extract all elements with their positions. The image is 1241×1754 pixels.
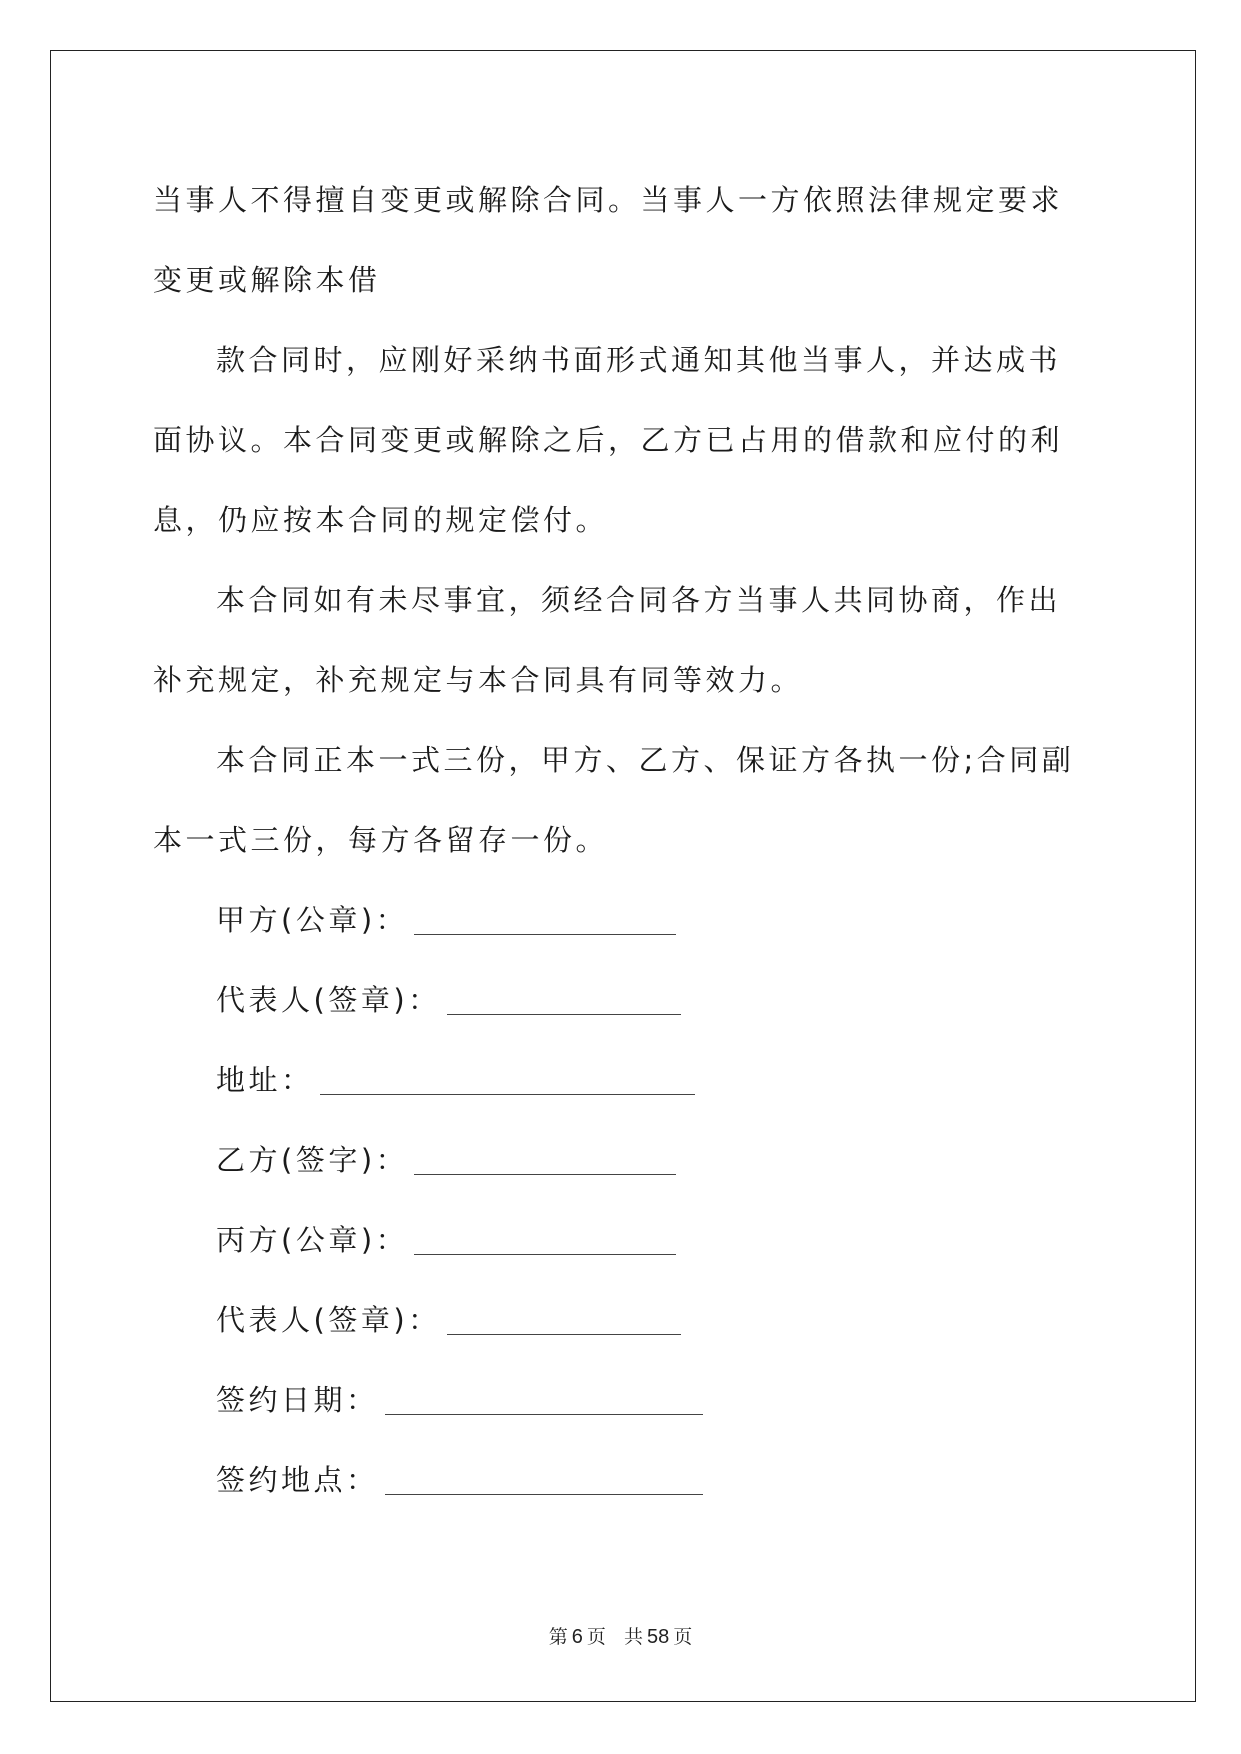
signature-label: 地址： — [216, 1063, 314, 1097]
signature-blank — [447, 1014, 681, 1015]
signature-party-c — [216, 1200, 676, 1280]
footer-page-number: 6 — [571, 1626, 583, 1648]
signature-blank — [414, 1174, 676, 1175]
signature-blank — [385, 1494, 703, 1495]
paragraph-3: 本合同如有未尽事宜，须经合同各方当事人共同协商，作出补充规定，补充规定与本合同具有同等效力。 — [153, 583, 1062, 697]
signature-label: 乙方(签字)： — [216, 1143, 409, 1177]
signature-label: 签约日期： — [216, 1383, 379, 1417]
signature-blank — [414, 1254, 676, 1255]
document-body — [153, 160, 1088, 1497]
footer-total-prefix: 共 — [623, 1626, 643, 1648]
signature-party-a — [216, 880, 676, 960]
signature-label: 代表人(签章)： — [216, 1303, 441, 1337]
page-footer — [0, 1622, 1241, 1649]
footer-page-suffix: 页 — [586, 1626, 606, 1648]
footer-prefix: 第 — [548, 1626, 568, 1648]
signature-blank — [320, 1094, 695, 1095]
paragraph-2: 款合同时，应刚好采纳书面形式通知其他当事人，并达成书面协议。本合同变更或解除之后，乙方已占用的借款和应付的利息，仍应按本合同的规定偿付。 — [153, 343, 1064, 537]
signature-blank — [385, 1414, 703, 1415]
signature-label: 丙方(公章)： — [216, 1223, 409, 1257]
signature-blank — [414, 934, 676, 935]
signature-party-b — [216, 1120, 676, 1200]
paragraph-4: 本合同正本一式三份，甲方、乙方、保证方各执一份;合同副本一式三份，每方各留存一份。 — [153, 743, 1075, 857]
signature-representative-a — [216, 960, 681, 1040]
signature-blank — [447, 1334, 681, 1335]
signature-label: 签约地点： — [216, 1463, 379, 1497]
signature-address — [216, 1040, 695, 1120]
footer-total-suffix: 页 — [673, 1626, 693, 1648]
footer-total-pages: 58 — [646, 1626, 670, 1648]
signature-label: 甲方(公章)： — [216, 903, 409, 937]
signature-representative-c — [216, 1280, 681, 1360]
signature-place — [216, 1440, 703, 1520]
signature-label: 代表人(签章)： — [216, 983, 441, 1017]
signature-date — [216, 1360, 703, 1440]
paragraph-1: 当事人不得擅自变更或解除合同。当事人一方依照法律规定要求变更或解除本借 — [153, 183, 1064, 297]
